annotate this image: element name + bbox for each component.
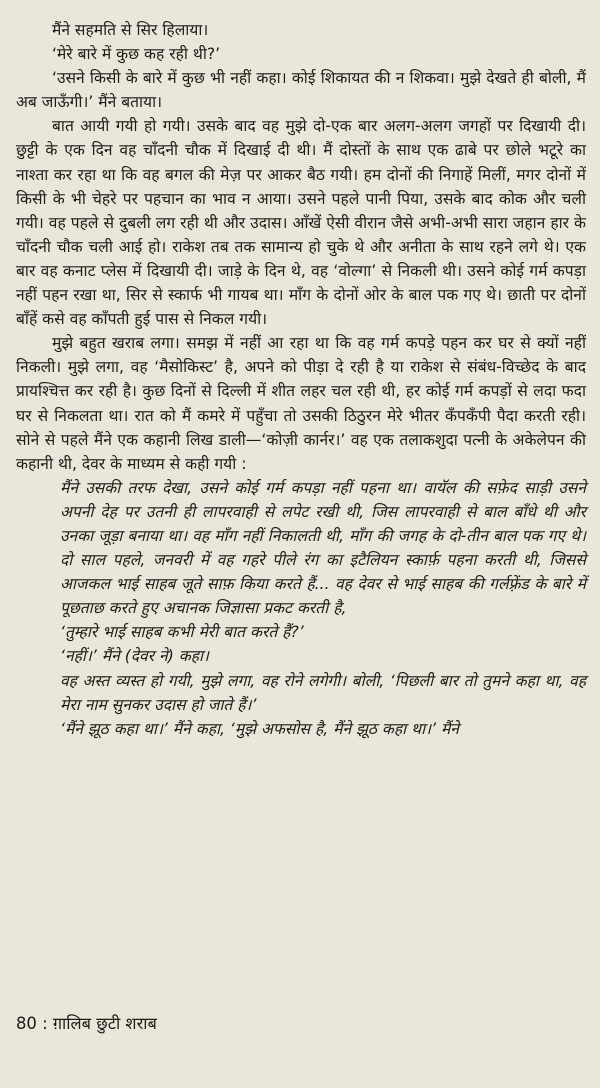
paragraph-2: ‘मेरे बारे में कुछ कह रही थी?’ [52,45,221,64]
excerpt-line-5: ‘मैंने झूठ कहा था।’ मैंने कहा, ‘मुझे अफसोस है, मैंने झूठ कहा था।’ मैंने [60,719,459,738]
excerpt-line-3: ‘नहीं।’ मैंने (देवर ने) कहा। [60,647,209,666]
paragraph-3: ‘उसने किसी के बारे में कुछ भी नहीं कहा। कोई शिकायत की न शिकवा। मुझे देखते ही बोली, मैं अब जाऊँगी।’ मैंने बताया। [16,69,586,112]
paragraph-5: मुझे बहुत खराब लगा। समझ में नहीं आ रहा था कि वह गर्म कपड़े पहन कर घर से क्यों नहीं निकली। मुझे लगा, वह ‘मैसोकिस्ट’ है, अपने को पीड़ा दे रही है या राकेश से संबंध-विच्छेद के बाद प्रायश्चित्त कर रही है। कुछ दिनों से दिल्ली में शीत लहर चल रही थी, हर कोई गर्म कपड़ों से लदा फदा घर से निकलता था। रात को मैं कमरे में पहुँचा तो उसकी ठिठुरन मेरे भीतर कँपकँपी पैदा करती रही। सोने से पहले मैंने एक कहानी लिख डाली—‘कोज़ी कार्नर।’ वह एक तलाकशुदा पत्नी के अकेलेपन की कहानी थी, देवर के माध्यम से कही गयी : [16,334,586,473]
excerpt-line-4: वह अस्त व्यस्त हो गयी, मुझे लगा, वह रोने लगेगी। बोली, ‘पिछली बार तो तुमने कहा था, वह मेरा नाम सुनकर उदास हो जाते हैं।’ [60,671,586,714]
excerpt-line-1: मैंने उसकी तरफ देखा, उसने कोई गर्म कपड़ा नहीं पहना था। वायॅल की सफ़ेद साड़ी उसने अपनी देह पर उतनी ही लापरवाही से लपेट रखी थी, जिस लापरवाही से बाल बाँधे थी और उनका जूड़ा बनाया था। वह माँग नहीं निकालती थी, माँग की जगह के दो-तीन बाल पक गए थे। दो साल पहले, जनवरी में वह गहरे पीले रंग का इटैलियन स्कार्फ़ पहना करती थी, जिससे आजकल भाई साहब जूते साफ़ किया करते हैं... वह देवर से भाई साहब की गर्लफ़्रेंड के बारे में पूछताछ करते हुए अचानक जिज्ञासा प्रकट करती है, [60,478,586,618]
book-title: ग़ालिब छुटी शराब [52,1014,157,1033]
paragraph-1: मैंने सहमति से सिर हिलाया। [52,21,209,39]
paragraph-4: बात आयी गयी हो गयी। उसके बाद वह मुझे दो-एक बार अलग-अलग जगहों पर दिखायी दी। छुट्टी के एक दिन वह चाँदनी चौक में दिखाई दी थी। मैं दोस्तों के साथ एक ढाबे पर छोले भटूरे का नाश्ता कर रहा था कि वह बगल की मेज़ पर आकर बैठ गयी। हम दोनों की निगाहें मिलीं, मगर दोनों में किसी के भी चेहरे पर पहचान का भाव न आया। उसने पहले पानी पिया, उसके बाद कोक और चली गयी। वह पहले से दुबली लग रही थी और उदास। आँखें ऐसी वीरान जैसे अभी-अभी सारा जहान हार के चाँदनी चौक चली आई हो। राकेश तब तक सामान्य हो चुके थे और अनीता के साथ रहने लगे थे। एक बार वह कनाट प्लेस में दिखायी दी। जाड़े के दिन थे, वह ‘वोल्गा’ से निकली थी। उसने कोई गर्म कपड़ा नहीं पहन रखा था, सिर से स्कार्फ भी गायब था। माँग के दोनों ओर के बाल पक गए थे। छाती पर दोनों बाँहें कसे वह काँपती हुई पास से निकल गयी। [16,117,586,329]
footer-separator: : [36,1014,53,1033]
page-number: 80 [16,1014,37,1033]
excerpt-line-2: ‘तुम्हारे भाई साहब कभी मेरी बात करते हैं?’ [60,623,304,642]
story-excerpt [16,476,586,741]
page-footer [16,1013,157,1035]
page-text [16,18,586,741]
